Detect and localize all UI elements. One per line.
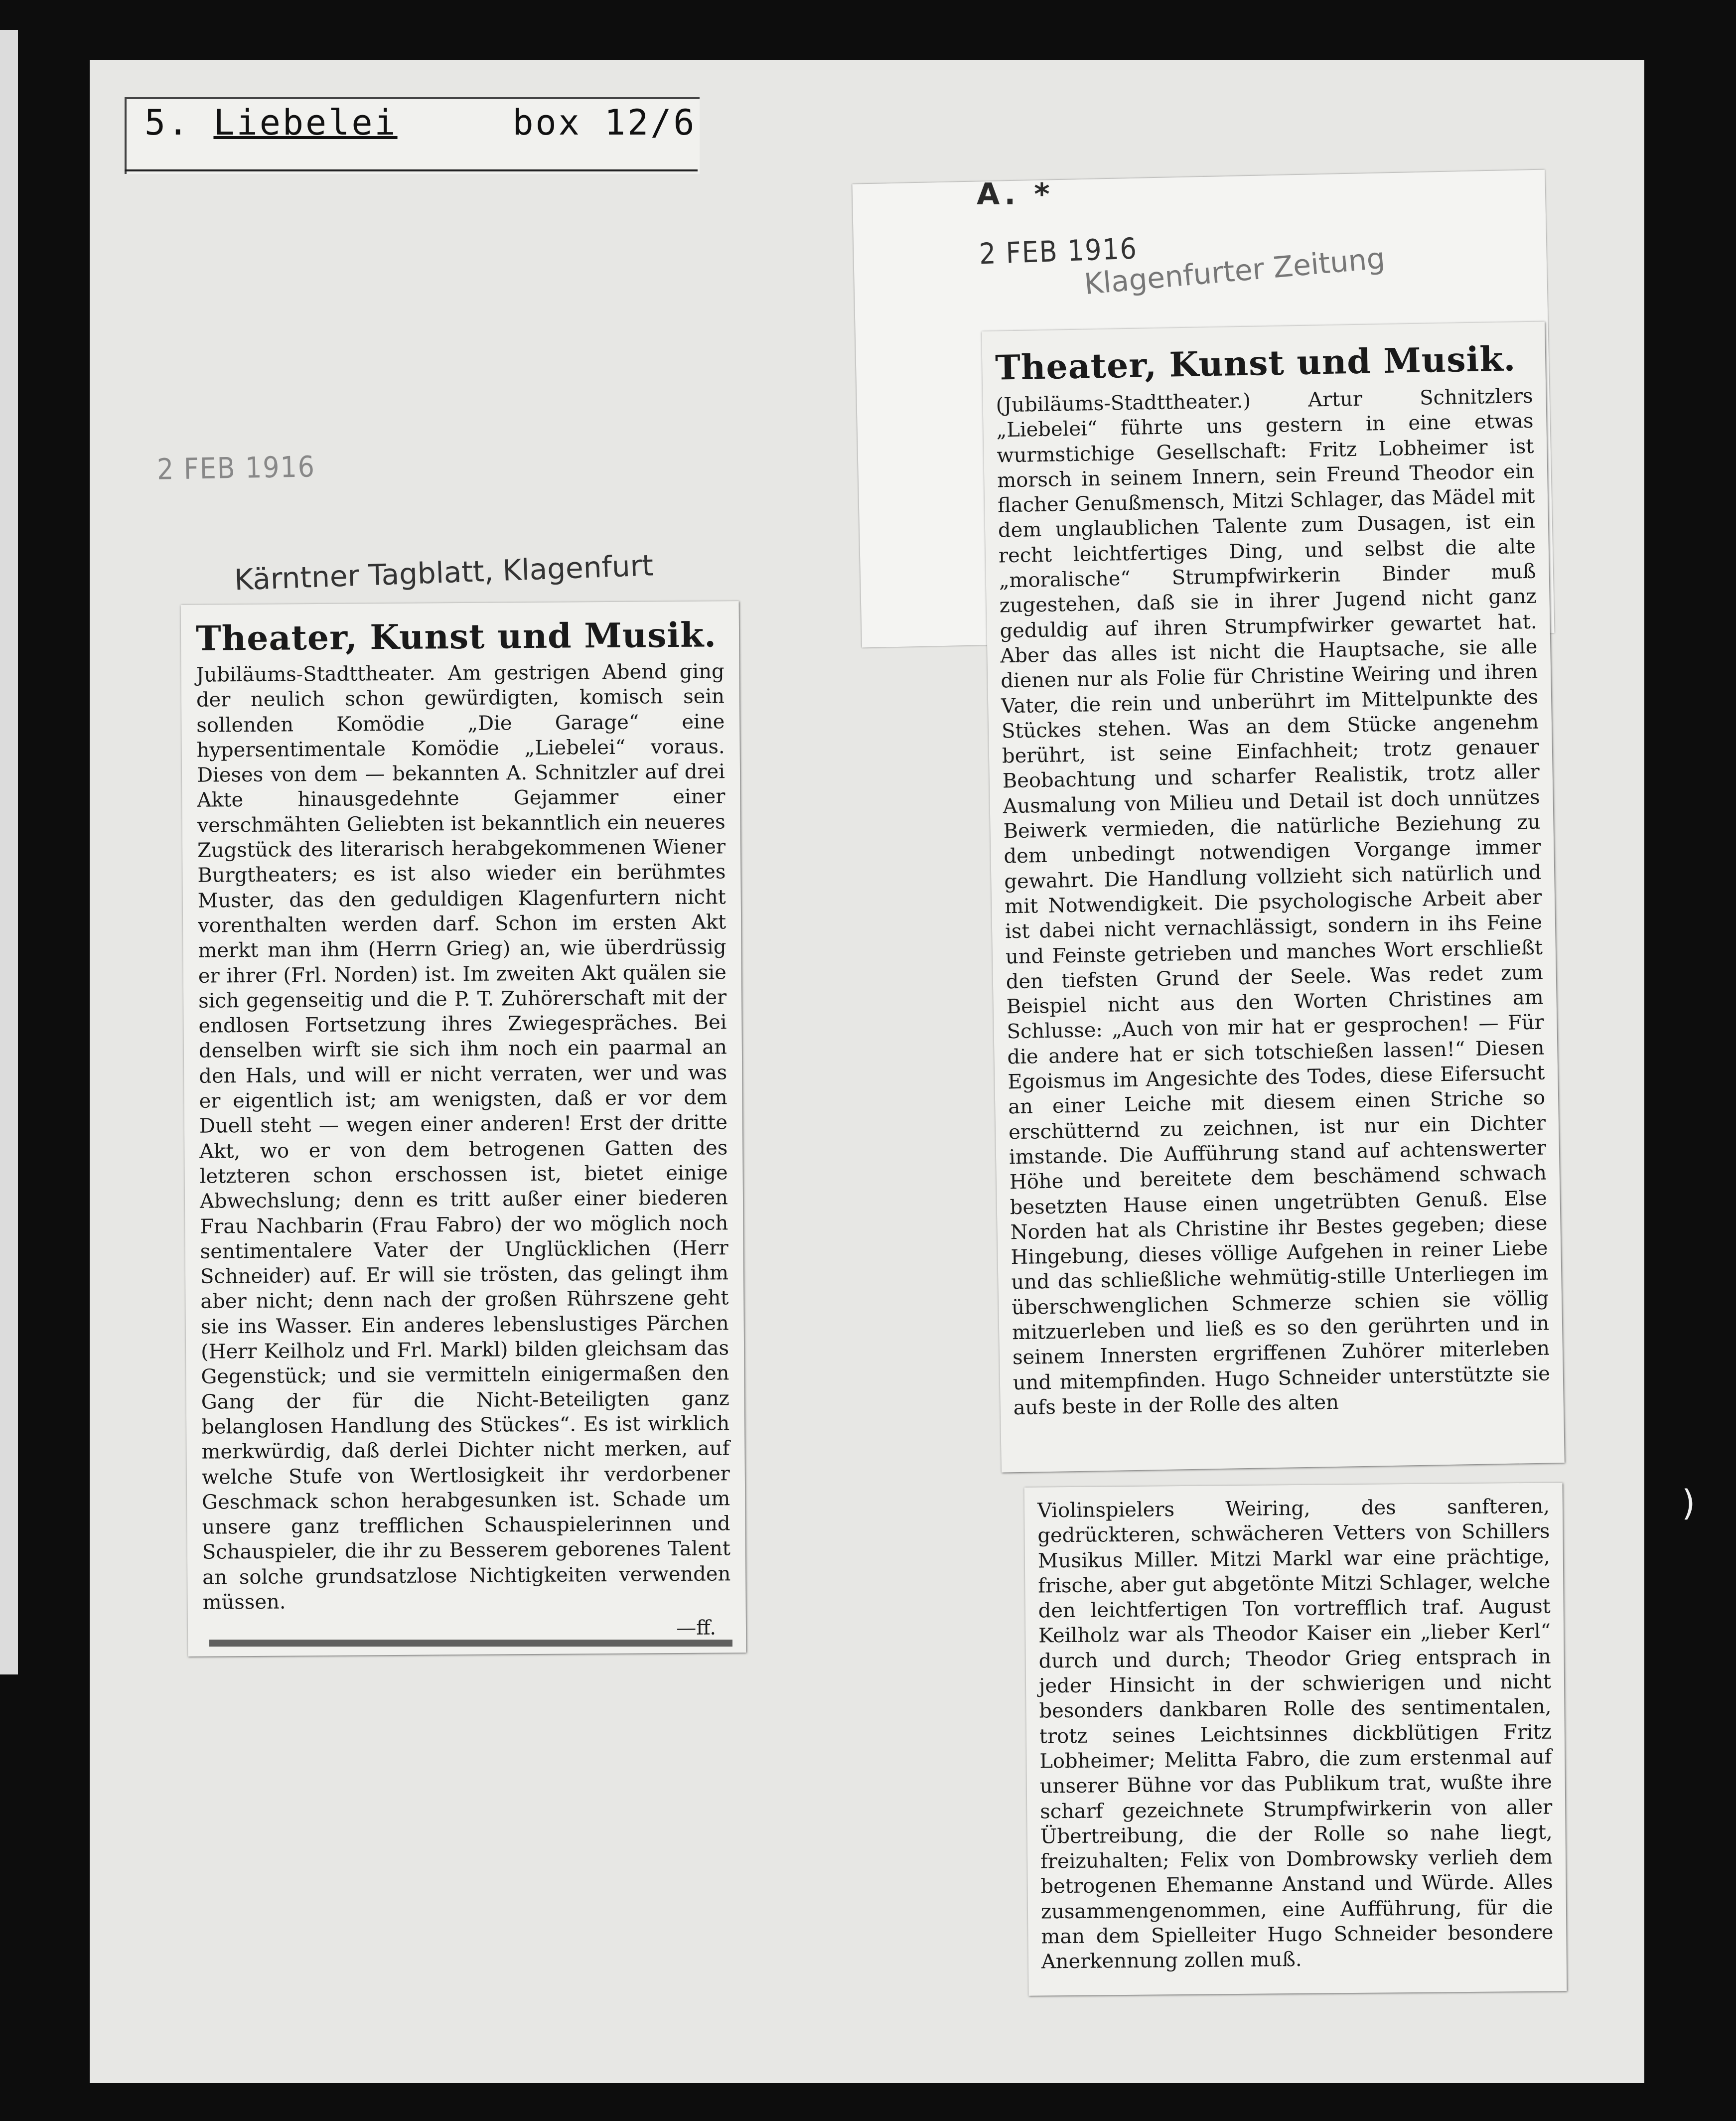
clipping-body: Jubiläums-Stadttheater. Am gestrigen Abend ging der neulich schon gewürdigten, komisch sein sollenden Komödie „Die Garage“ eine hypersentimentale Komödie „Liebelei“ voraus. Dieses von dem — bekannten A. Schnitzler auf drei Akte hinausgedehnte Gejammer einer verschmähten Geliebten ist bekanntlich ein neueres Zugstück des literarisch herabgekommenen Wiener Burgtheaters; es ist also wieder ein berühmtes Muster, das den geduldigen Klagenfurtern nicht vorenthalten werden darf. Schon im ersten Akt merkt man ihm (Herrn Grieg) an, wie überdrüssig er ihrer (Frl. Norden) ist. Im zweiten Akt quälen sie sich gegenseitig und die P. T. Zuhörerschaft mit der endlosen Fortsetzung ihres Zwiegespräches. Bei denselben wirft sie sich ihm noch ein paarmal an den Hals, und will er nicht verraten, wer und was er eigentlich ist; am wenigsten, daß er vor dem Duell steht — wegen einer anderen! Erst der dritte Akt, wo er von dem betrogenen Gatten des letzteren schon erschossen ist, bietet einige Abwechslung; denn es tritt außer einer biederen Frau Nachbarin (Frau Fabro) der wo möglich noch sentimentalere Vater der Unglücklichen (Herr Schneider) auf. Er will sie trösten, das gelingt ihm aber nicht; denn nach der großen Rührszene geht sie ins Wasser. Ein anderes lebenslustiges Pärchen (Herr Keilholz und Frl. Markl) bilden gleichsam das Gegenstück; und sie vermitteln einigermaßen den Gang der für die Nicht-Beteiligten ganz belanglosen Handlung des Stückes“. Es ist wirklich merkwürdig, daß derlei Dichter nicht merken, auf welche Stufe von Wertlosigkeit ihr verdorbener Geschmack schon herabgesunken ist. Schade um unsere ganz trefflichen Schauspielerinnen und Schauspieler, die ihr zu Besserem geborenes Talent an solche grundsatzlose Nichtigkeiten verwenden müssen. [196,660,731,1614]
label-divider [125,169,698,171]
folder-title: Liebelei [213,102,398,143]
clipping-bottom-rule [209,1640,732,1647]
date-stamp-right: 2 FEB 1916 [978,231,1138,271]
adjacent-page-edge [0,30,18,1674]
date-stamp-left: 2 FEB 1916 [156,450,316,486]
page-edge-mark: ) [1682,1483,1696,1523]
clipping-body: (Jubiläums-Stadttheater.) Artur Schnitzlers „Liebelei“ führte uns gestern in eine etwas wurmstichige Gesellschaft: Fritz Lobheimer ist morsch in seinem Innern, sein Freund Theodor ein flacher Genußmensch, Mitzi Schlager, das Mädel mit dem unglaublichen Talente zum Dusagen, ist ein recht leichtfertiges Ding, und selbst die alte „moralische“ Strumpfwirkerin Binder muß zugestehen, daß sie in ihrer Jugend nicht ganz geduldig auf ihren Strumpfwirker gewartet hat. Aber das alles ist nicht die Hauptsache, sie alle dienen nur als Folie für Christine Weiring und ihren Vater, die rein und unberührt im Mittelpunkte des Stückes stehen. Was an dem Stücke angenehm berührt, ist seine Einfachheit; trotz genauer Beobachtung und scharfer Realistik, trotz aller Ausmalung von Milieu und Detail ist doch unnützes Beiwerk vermieden, die natürliche Beziehung zu dem unbedingt notwendigen Vorgange immer gewahrt. Die Handlung vollzieht sich natürlich und mit Notwendigkeit. Die psychologische Arbeit aber ist dabei nicht vernachlässigt, sondern in ihs Feine und Feinste getrieben und manches Wort erschließt den tiefsten Grund der Seele. Was redet zum Beispiel nicht aus den Worten Christines am Schlusse: „Auch von mir hat er gesprochen! — Für die andere hat er sich totschießen lassen!“ Diesen Egoismus im Angesichte des Todes, diese Eifersucht an einer Leiche mit diesem einen Striche so erschütternd zu zeichnen, ist nur ein Dichter imstande. Die Aufführung stand auf achtenswerter Höhe und bereitete dem beschämend schwach besetzten Hause einen ungetrübten Genuß. Else Norden hat als Christine ihr Bestes gegeben; diese Hingebung, dieses völlige Aufgehen in reiner Liebe und das schließliche wehmütig-stille Unterliegen im überschwenglichen Schmerze schien sie völlig mitzuerleben und ließ es so den gerührten und in seinem Innersten ergriffenen Zuhörer miterleben und mitempfinden. Hugo Schneider unterstützte sie aufs beste in der Rolle des alten [996,384,1551,1420]
clipping-signature: —ff. [676,1616,717,1640]
archive-mark: A. * [977,177,1054,212]
folder-label [145,102,696,143]
clipping-headline: Theater, Kunst und Musik. [195,615,717,659]
source-stamp-left: Kärntner Tagblatt, Klagenfurt [234,548,654,597]
clipping-body-continued: Violinspielers Weiring, des sanfteren, gedrückteren, schwächeren Vetters von Schillers Musikus Miller. Mitzi Markl war eine prächtige, frische, aber gut abgetönte Mitzi Schlager, welche den leichtfertigen Ton vortrefflich traf. August Keilholz war als Theodor Kaiser ein „lieber Kerl“ durch und durch; Theodor Grieg entsprach in jeder Hinsicht in der schwierigen und nicht besonders dankbaren Rolle des sentimentalen, trotz seines Leichtsinnes dickblütigen Fritz Lobheimer; Melitta Fabro, die zum erstenmal auf unserer Bühne vor das Publikum trat, wußte ihre scharf gezeichnete Strumpfwirkerin von aller Übertreibung, die der Rolle so nahe liegt, freizuhalten; Felix von Dombrowsky verlieh dem betrogenen Ehemanne Anstand und Würde. Alles zusammengenommen, eine Aufführung, für die man dem Spielleiter Hugo Schneider besondere Anerkennung zollen muß. [1037,1495,1554,1973]
newspaper-clipping-right-top [982,321,1565,1472]
folder-number: 5. [145,102,191,143]
clipping-headline: Theater, Kunst und Musik. [995,339,1516,388]
newspaper-clipping-left [181,601,746,1657]
source-stamp-right: Klagenfurter Zeitung [1083,241,1387,302]
newspaper-clipping-right-bottom [1024,1483,1567,1995]
box-number: box 12/6 [512,102,697,143]
